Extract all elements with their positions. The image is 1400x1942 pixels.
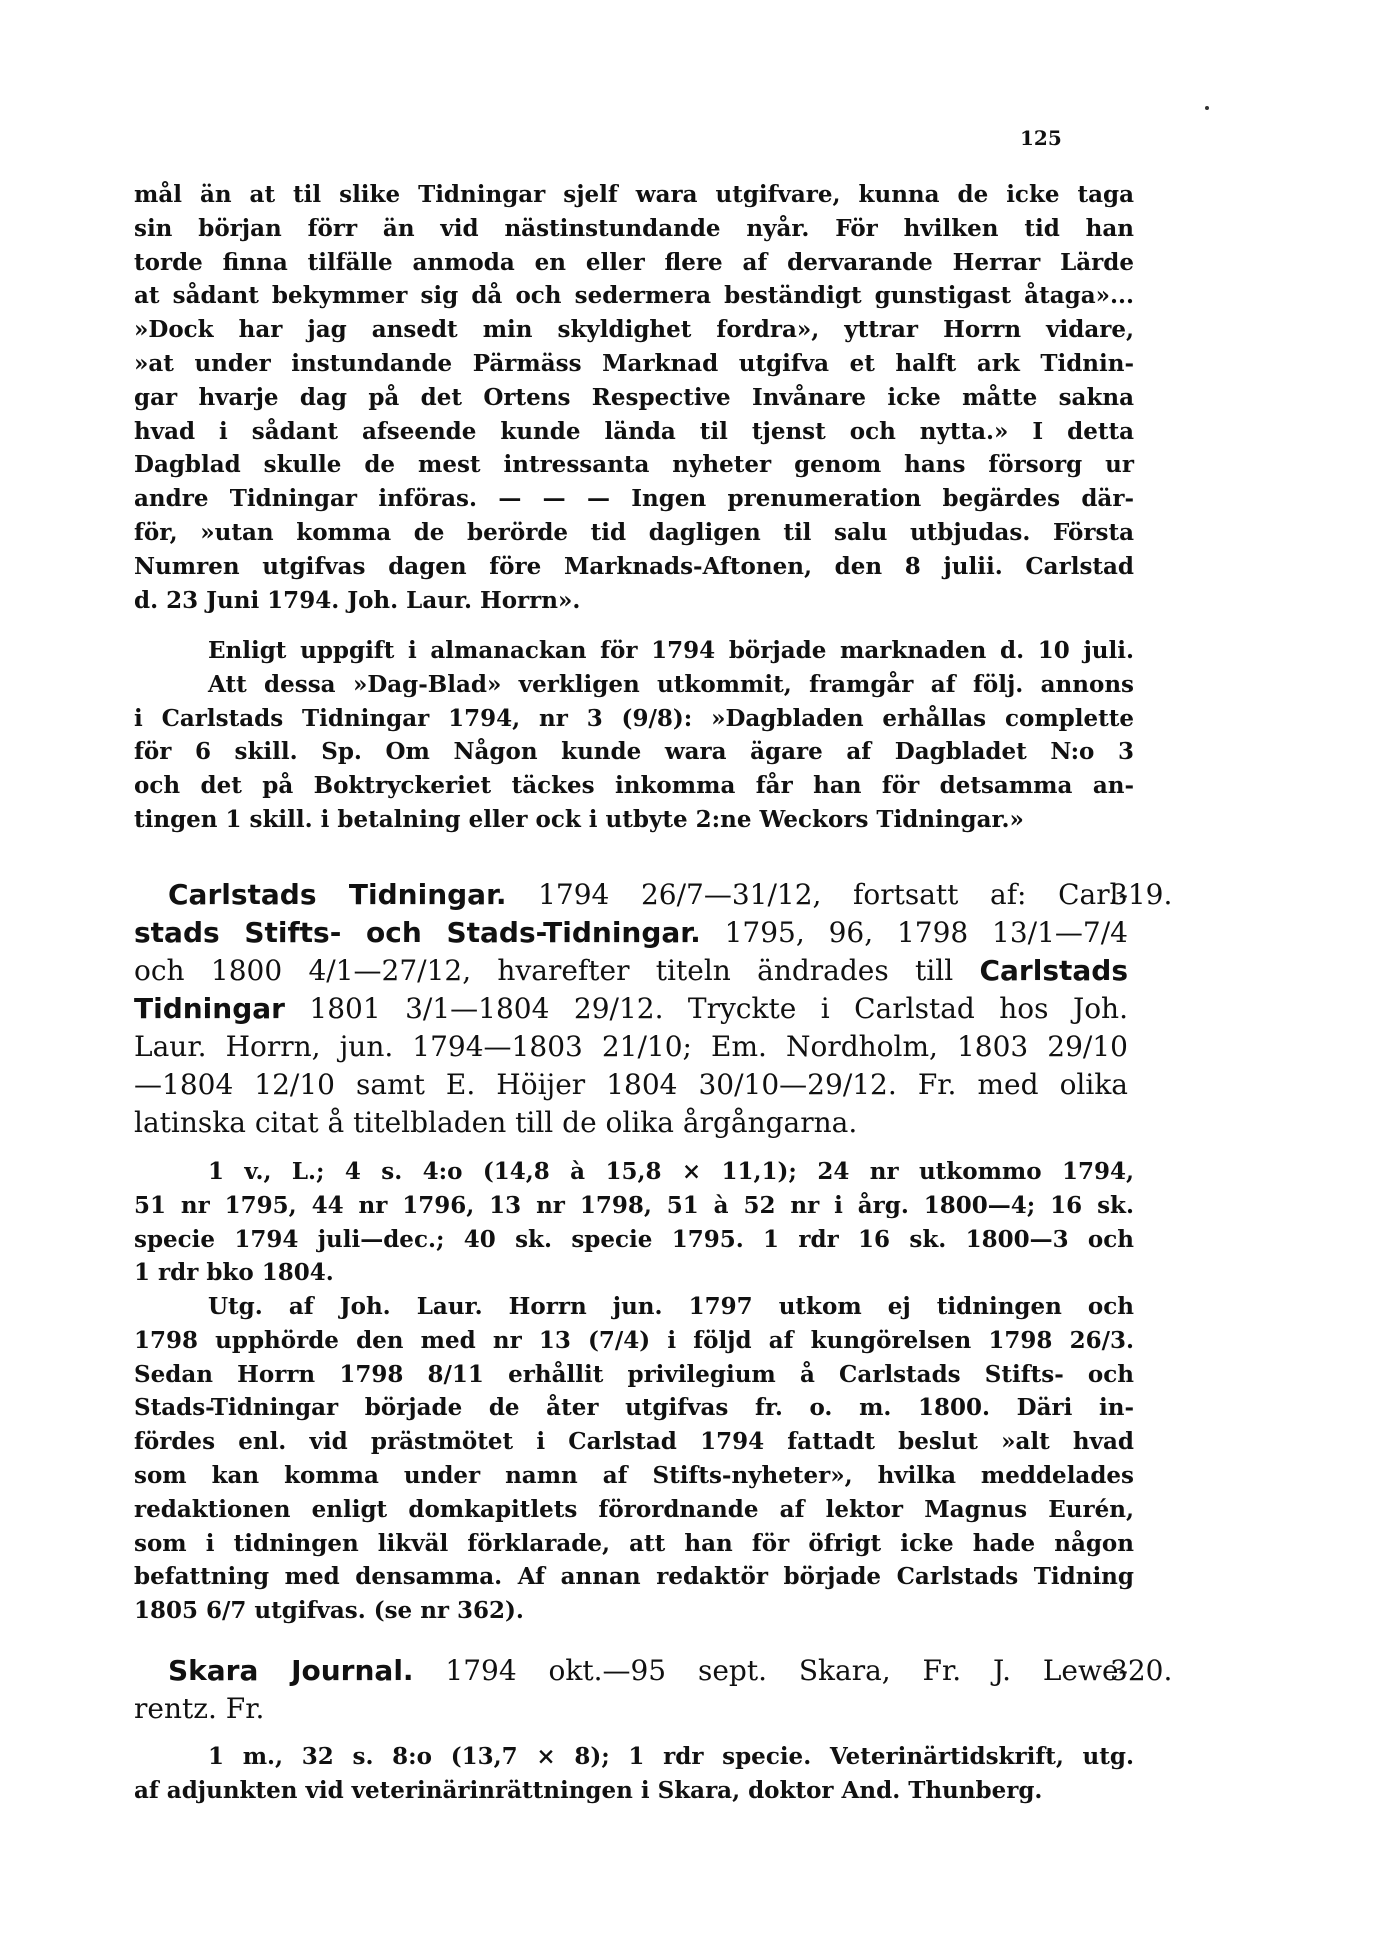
text-line: hvad i sådant afseende kunde lända til tjenst och nytta.» I detta <box>134 417 1134 445</box>
text-line: 51 nr 1795, 44 nr 1796, 13 nr 1798, 51 à 52 nr i årg. 1800—4; 16 sk. <box>134 1191 1134 1219</box>
renamed-title: Tidningar <box>134 992 285 1025</box>
text-line: tingen 1 skill. i betalning eller ock i utbyte 2:ne Weckors Tidningar.» <box>134 805 1024 833</box>
entry-320-heading <box>134 1652 1128 1728</box>
text-line: »at under instundande Pärmäss Marknad utgifva et halft ark Tidnin- <box>134 349 1134 377</box>
page-number: 125 <box>1020 126 1062 150</box>
renamed-title: Carlstads <box>979 954 1128 987</box>
text-line: redaktionen enligt domkapitlets förordnande af lektor Magnus Eurén, <box>134 1495 1134 1523</box>
text-run: och 1800 4/1—27/12, hvarefter titeln ändrades till <box>134 954 980 987</box>
text-line: Sedan Horrn 1798 8/11 erhållit privilegium å Carlstads Stifts- och <box>134 1360 1134 1388</box>
text-line: 1 m., 32 s. 8:o (13,7 × 8); 1 rdr specie. Veterinärtidskrift, utg. <box>208 1743 1134 1770</box>
scan-speck <box>1205 106 1209 110</box>
text-line: för 6 skill. Sp. Om Någon kunde wara ägare af Dagbladet N:o 3 <box>134 738 1134 766</box>
text-line: och det på Boktryckeriet täckes inkomma får han för detsamma an- <box>134 772 1134 800</box>
text-line: 1798 upphörde den med nr 13 (7/4) i följd af kungörelsen 1798 26/3. <box>134 1326 1134 1354</box>
text-line: som i tidningen likväl förklarade, att han för öfrigt icke hade någon <box>134 1529 1134 1557</box>
text-line: at sådant bekymmer sig då och sedermera beständigt gunstigast åtaga»... <box>134 282 1134 310</box>
text-line: som kan komma under namn af Stifts-nyheter», hvilka meddelades <box>134 1461 1134 1489</box>
text-line: latinska citat å titelbladen till de olika årgångarna. <box>134 1106 858 1139</box>
text-line: andre Tidningar införas. — — — Ingen prenumeration begärdes där- <box>134 485 1134 513</box>
text-line: 1 rdr bko 1804. <box>134 1259 334 1287</box>
intro-paragraph <box>134 178 1134 617</box>
text-line: Stads-Tidningar började de åter utgifvas fr. o. m. 1800. Däri in- <box>134 1394 1134 1422</box>
text-line: —1804 12/10 samt E. Höijer 1804 30/10—29/12. Fr. med olika <box>134 1068 1128 1101</box>
text-line: mål än at til slike Tidningar sjelf wara utgifvare, kunna de icke taga <box>134 181 1134 208</box>
text-run: 1795, 96, 1798 13/1—7/4 <box>700 916 1128 949</box>
text-line: Dagblad skulle de mest intressanta nyheter genom hans försorg ur <box>134 451 1134 479</box>
text-line: Enligt uppgift i almanackan för 1794 började marknaden d. 10 juli. <box>208 637 1134 664</box>
text-line: 1 v., L.; 4 s. 4:o (14,8 à 15,8 × 11,1); 24 nr utkommo 1794, <box>208 1158 1134 1185</box>
entry-number: 320. <box>1110 1654 1173 1687</box>
text-line: specie 1794 juli—dec.; 40 sk. specie 1795. 1 rdr 16 sk. 1800—3 och <box>134 1225 1134 1253</box>
note-paragraph <box>134 634 1134 837</box>
text-line: torde finna tilfälle anmoda en eller flere af dervarande Herrar Lärde <box>134 248 1134 276</box>
continued-title: stads Stifts- och Stads-Tidningar. <box>134 916 701 949</box>
text-line: d. 23 Juni 1794. Joh. Laur. Horrn». <box>134 586 581 614</box>
text-line: för, »utan komma de berörde tid dagligen til salu utbjudas. Första <box>134 518 1134 546</box>
entry-319-notes <box>134 1290 1134 1628</box>
text-run: 1794 okt.—95 sept. Skara, Fr. J. Lewe- <box>413 1654 1128 1687</box>
text-line: Att dessa »Dag-Blad» verkligen utkommit, framgår af följ. annons <box>208 670 1134 698</box>
text-run: 1794 26/7—31/12, fortsatt af: Carl- <box>506 878 1128 911</box>
text-line: af adjunkten vid veterinärinrättningen i Skara, doktor And. Thunberg. <box>134 1776 1043 1804</box>
text-line: Numren utgifvas dagen före Marknads-Aftonen, den 8 julii. Carlstad <box>134 552 1134 580</box>
entry-320-description <box>134 1740 1134 1808</box>
text-line: 1805 6/7 utgifvas. (se nr 362). <box>134 1597 524 1625</box>
entry-319-description <box>134 1155 1134 1290</box>
entry-number: 319. <box>1110 878 1173 911</box>
text-line: fördes enl. vid prästmötet i Carlstad 1794 fattadt beslut »alt hvad <box>134 1428 1134 1456</box>
text-line: »Dock har jag ansedt min skyldighet fordra», yttrar Horrn vidare, <box>134 316 1134 344</box>
text-line: gar hvarje dag på det Ortens Respective Invånare icke måtte sakna <box>134 383 1134 411</box>
entry-title: Skara Journal. <box>168 1654 414 1687</box>
text-run: 1801 3/1—1804 29/12. Tryckte i Carlstad hos Joh. <box>284 992 1128 1025</box>
text-line: sin början förr än vid nästinstundande nyår. För hvilken tid han <box>134 214 1134 242</box>
text-line: befattning med densamma. Af annan redaktör började Carlstads Tidning <box>134 1563 1134 1591</box>
text-line: Laur. Horrn, jun. 1794—1803 21/10; Em. Nordholm, 1803 29/10 <box>134 1030 1128 1063</box>
text-line: i Carlstads Tidningar 1794, nr 3 (9/8): »Dagbladen erhållas complette <box>134 704 1134 732</box>
text-line: Utg. af Joh. Laur. Horrn jun. 1797 utkom ej tidningen och <box>208 1293 1134 1320</box>
entry-title: Carlstads Tidningar. <box>168 878 507 911</box>
text-line: rentz. Fr. <box>134 1692 265 1725</box>
entry-319-heading <box>134 876 1128 1142</box>
